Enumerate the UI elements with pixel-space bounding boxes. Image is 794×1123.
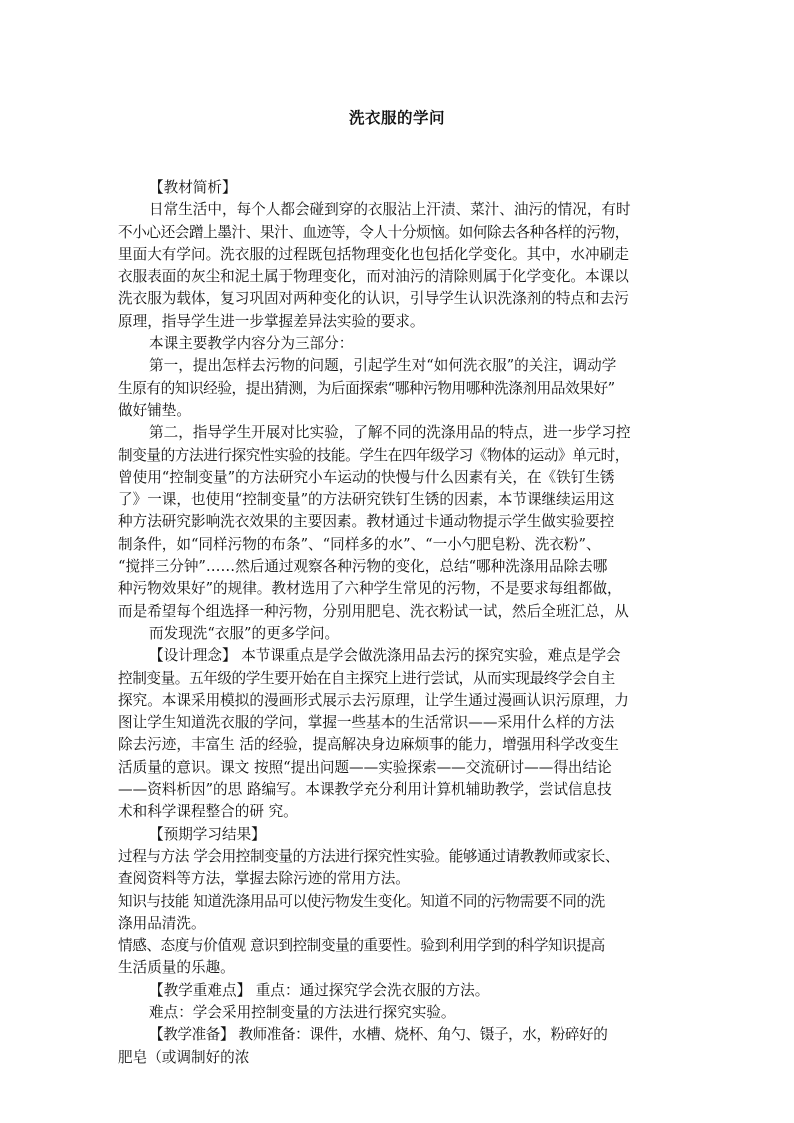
paragraph-line: 种污物效果好”的规律。教材选用了六种学生常见的污物，不是要求每组都做， xyxy=(118,580,622,598)
paragraph-line: 本课主要教学内容分为三部分： xyxy=(149,335,354,353)
paragraph-line: 探究。本课采用模拟的漫画形式展示去污原理，让学生通过漫画认识污原理，力 xyxy=(118,691,629,709)
paragraph-line: 而是希望每个组选择一种污物，分别用肥皂、洗衣粉试一试，然后全班汇总，从 xyxy=(118,602,629,620)
paragraph-line: 了》一课，也使用“控制变量”的方法研究铁钉生锈的因素，本节课继续运用这 xyxy=(118,491,615,509)
paragraph-line: 活质量的意识。课文 按照“提出问题——实验探索——交流研讨——得出结论 xyxy=(118,758,612,776)
section-heading-key-points: 【教学重难点】 重点：通过探究学会洗衣服的方法。 xyxy=(149,981,490,999)
paragraph-line: 种方法研究影响洗衣效果的主要因素。教材通过卡通动物提示学生做实验要控 xyxy=(118,513,615,531)
paragraph-line: “搅拌三分钟”……然后通过观察各种污物的变化，总结“哪种洗涤用品除去哪 xyxy=(118,558,608,576)
paragraph-line: 第二，指导学生开展对比实验，了解不同的洗涤用品的特点，进一步学习控 xyxy=(149,424,631,442)
section-heading-textbook-analysis: 【教材简析】 xyxy=(149,179,237,196)
paragraph-line: 情感、态度与价值观 意识到控制变量的重要性。验到利用学到的科学知识提高 xyxy=(118,937,605,955)
paragraph-line: 不小心还会蹭上墨汁、果汁、血迹等，令人十分烦恼。如何除去各种各样的污物， xyxy=(118,223,629,241)
paragraph-line: 而发现洗“衣服”的更多学问。 xyxy=(149,624,340,642)
document-title: 洗衣服的学问 xyxy=(348,109,445,127)
paragraph-line: 过程与方法 学会用控制变量的方法进行探究性实验。能够通过请教教师或家长、 xyxy=(118,847,620,865)
paragraph-line: 除去污迹，丰富生 活的经验，提高解决身边麻烦事的能力，增强用科学改变生 xyxy=(118,736,619,754)
paragraph-line: 术和科学课程整合的研 究。 xyxy=(118,803,298,821)
paragraph-line: 洗衣服为载体，复习巩固对两种变化的认识，引导学生认识洗涤剂的特点和去污 xyxy=(118,290,629,308)
paragraph-line: 生原有的知识经验，提出猜测，为后面探索“哪种污物用哪种洗涤剂用品效果好” xyxy=(118,379,615,397)
paragraph-line: 原理，指导学生进一步掌握差异法实验的要求。 xyxy=(118,312,425,330)
section-heading-expected-outcomes: 【预期学习结果】 xyxy=(149,825,266,843)
paragraph-line: 制变量的方法进行探究性实验的技能。学生在四年级学习《物体的运动》单元时， xyxy=(118,446,629,464)
section-heading-design-concept: 【设计理念】 本节课重点是学会做洗涤用品去污的探究实验，难点是学会 xyxy=(149,647,621,665)
paragraph-line: 第一，提出怎样去污物的问题，引起学生对“如何洗衣服”的关注，调动学 xyxy=(149,357,617,375)
paragraph-line: 难点：学会采用控制变量的方法进行探究实验。 xyxy=(149,1003,456,1021)
paragraph-line: 做好铺垫。 xyxy=(118,401,191,419)
paragraph-line: 查阅资料等方法，掌握去除污迹的常用方法。 xyxy=(118,870,410,888)
document-body xyxy=(118,177,680,1069)
paragraph-line: 知识与技能 知道洗涤用品可以使污物发生变化。知道不同的污物需要不同的洗 xyxy=(118,892,605,910)
paragraph-line: 图让学生知道洗衣服的学问，掌握一些基本的生活常识——采用什么样的方法 xyxy=(118,714,615,732)
paragraph-line: 控制变量。五年级的学生要开始在自主探究上进行尝试，从而实现最终学会自主 xyxy=(118,669,615,687)
paragraph-line: ——资料析因”的思 路编写。本课教学充分利用计算机辅助教学，尝试信息技 xyxy=(118,781,612,799)
paragraph-line: 肥皂（或调制好的浓 xyxy=(118,1048,250,1066)
paragraph-line: 涤用品清洗。 xyxy=(118,914,206,932)
paragraph-line: 曾使用“控制变量”的方法研究小车运动的快慢与什么因素有关，在《铁钉生锈 xyxy=(118,468,615,486)
paragraph-line: 衣服表面的灰尘和泥土属于物理变化，而对油污的清除则属于化学变化。本课以 xyxy=(118,268,629,286)
paragraph-line: 日常生活中，每个人都会碰到穿的衣服沾上汗渍、菜汁、油污的情况，有时 xyxy=(149,201,631,219)
section-heading-preparation: 【教学准备】 教师准备：课件，水槽、烧杯、角勺、镊子，水，粉碎好的 xyxy=(149,1026,608,1044)
paragraph-line: 制条件，如“同样污物的布条”、“同样多的水”、“一小勺肥皂粉、洗衣粉”、 xyxy=(118,535,601,553)
paragraph-line: 里面大有学问。洗衣服的过程既包括物理变化也包括化学变化。其中，水冲刷走 xyxy=(118,245,629,263)
paragraph-line: 生活质量的乐趣。 xyxy=(118,959,235,977)
